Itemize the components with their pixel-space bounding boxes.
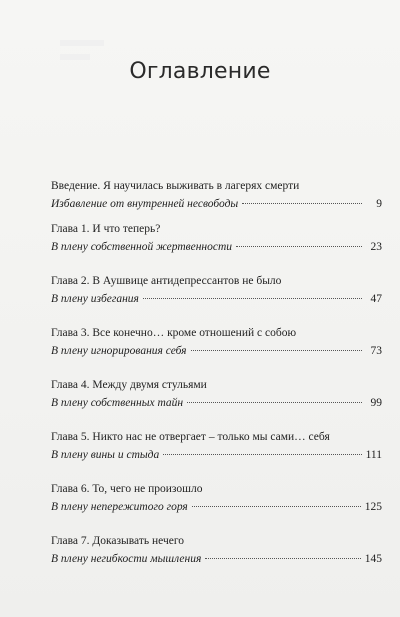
dot-leader [205, 558, 360, 559]
page-number: 47 [370, 293, 382, 305]
page-title: Оглавление [129, 58, 271, 84]
toc-entry-detail [51, 239, 382, 255]
dot-leader [236, 246, 362, 247]
toc-entry[interactable] [51, 326, 382, 378]
page-number: 125 [364, 501, 382, 513]
chapter-title: Глава 2. В Аушвице антидепрессантов не было [51, 275, 282, 287]
toc-entry[interactable] [51, 222, 382, 274]
chapter-title: Глава 3. Все конечно… кроме отношений с собою [51, 327, 297, 339]
toc-entry-detail [51, 395, 382, 411]
page-number: 73 [370, 345, 382, 357]
toc-entry[interactable] [51, 378, 382, 430]
toc-entry[interactable] [51, 179, 382, 222]
table-of-contents [51, 179, 382, 586]
dot-leader [187, 402, 362, 403]
toc-entry-detail [51, 499, 382, 515]
toc-entry-detail [51, 343, 382, 359]
chapter-title: Введение. Я научилась выживать в лагерях смерти [51, 180, 300, 192]
chapter-title: Глава 4. Между двумя стульями [51, 379, 207, 391]
chapter-title: Глава 6. То, чего не произошло [51, 483, 203, 495]
show-through-mark [60, 40, 104, 46]
dot-leader [163, 454, 361, 455]
toc-entry[interactable] [51, 274, 382, 326]
chapter-subtitle: В плену вины и стыда [51, 449, 160, 461]
chapter-subtitle: В плену избегания [51, 293, 139, 305]
chapter-title: Глава 7. Доказывать нечего [51, 535, 185, 547]
chapter-title: Глава 5. Никто нас не отвергает – только мы сами… себя [51, 431, 330, 443]
toc-entry-detail [51, 291, 382, 307]
toc-entry-detail [51, 196, 382, 212]
page-number: 99 [370, 397, 382, 409]
dot-leader [191, 350, 362, 351]
page-number: 145 [364, 553, 382, 565]
dot-leader [143, 298, 362, 299]
chapter-title: Глава 1. И что теперь? [51, 223, 161, 235]
toc-entry[interactable] [51, 430, 382, 482]
toc-entry[interactable] [51, 482, 382, 534]
chapter-subtitle: Избавление от внутренней несвободы [51, 198, 239, 210]
dot-leader [242, 203, 362, 204]
chapter-subtitle: В плену собственной жертвенности [51, 241, 233, 253]
chapter-subtitle: В плену непережитого горя [51, 501, 188, 513]
chapter-subtitle: В плену собственных тайн [51, 397, 184, 409]
toc-entry-detail [51, 447, 382, 463]
page-number: 23 [370, 241, 382, 253]
page-number: 111 [365, 449, 382, 461]
chapter-subtitle: В плену игнорирования себя [51, 345, 187, 357]
dot-leader [192, 506, 361, 507]
toc-entry-detail [51, 551, 382, 567]
page-number: 9 [376, 198, 382, 210]
chapter-subtitle: В плену негибкости мышления [51, 553, 202, 565]
toc-entry[interactable] [51, 534, 382, 586]
